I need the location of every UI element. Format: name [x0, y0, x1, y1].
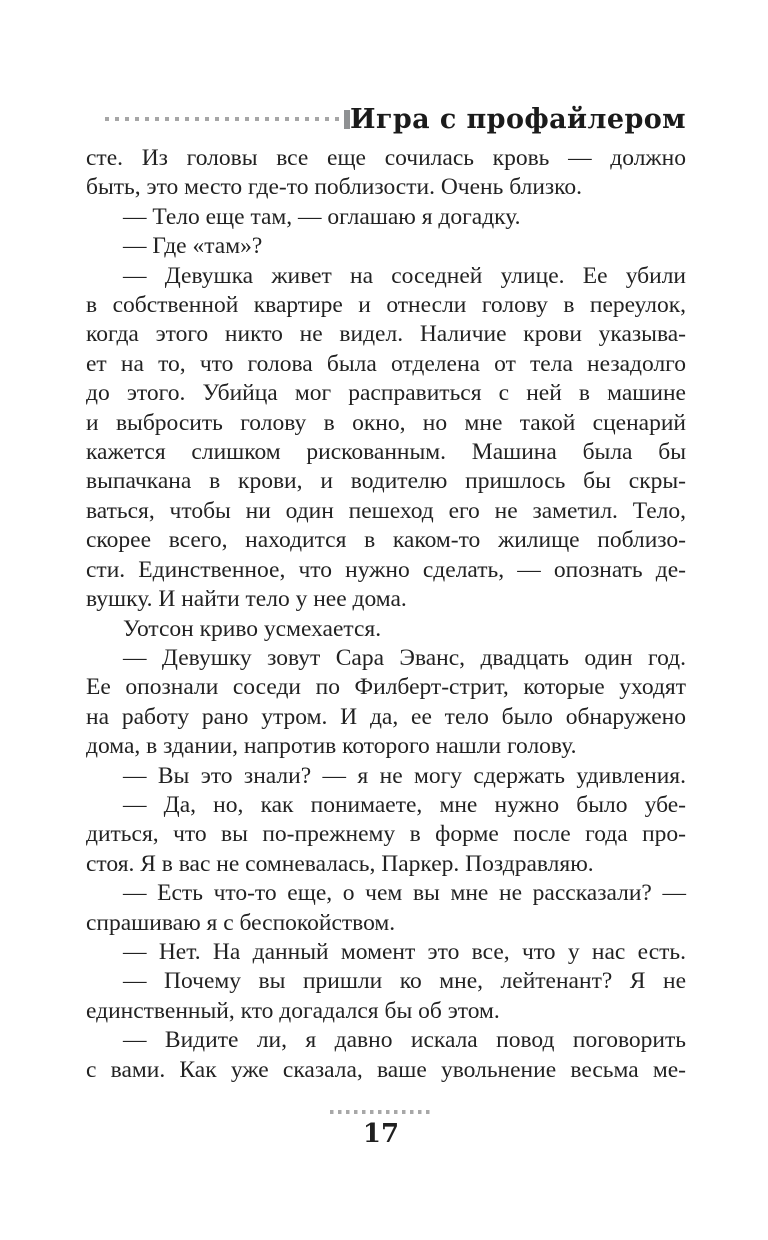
text-line: вушку. И найти тело у нее дома. — [86, 586, 407, 613]
text-line: на работу рано утром. И да, ее тело было обнаружено — [86, 703, 686, 730]
text-line: — Где «там»? — [123, 233, 263, 260]
text-line: спрашиваю я с беспокойством. — [86, 909, 396, 936]
text-line: сти. Единственное, что нужно сделать, — опознать де- — [86, 556, 686, 583]
text-line: — Есть что-то еще, о чем вы мне не рассказали? — — [123, 880, 686, 907]
running-header — [105, 102, 686, 136]
chapter-title: Игра с профайлером — [350, 103, 686, 135]
text-line: Уотсон криво усмехается. — [123, 615, 382, 642]
text-line: с вами. Как уже сказала, ваше увольнение весьма ме- — [86, 1056, 686, 1083]
text-line: — Тело еще там, — оглашаю я догадку. — [123, 203, 521, 230]
body-text — [86, 144, 686, 1085]
text-line: Ее опознали соседи по Филберт-стрит, которые уходят — [86, 674, 686, 701]
text-line: — Вы это знали? — я не могу сдержать удивления. — [123, 762, 686, 789]
text-line: до этого. Убийца мог расправиться с ней в машине — [86, 380, 686, 407]
text-line: — Девушку зовут Сара Эванс, двадцать один год. — [123, 644, 686, 671]
text-line: сте. Из головы все еще сочилась кровь — должно — [86, 145, 686, 171]
text-line: быть, это место где-то поблизости. Очень близко. — [86, 174, 583, 201]
text-line: выпачкана в крови, и водителю пришлось бы скры- — [86, 468, 686, 495]
text-line: в собственной квартире и отнесли голову в переулок, — [86, 292, 686, 319]
text-line: стоя. Я в вас не сомневалась, Паркер. Поздравляю. — [86, 850, 594, 877]
footer-dotted-ornament — [330, 1110, 432, 1114]
text-line: — Да, но, как понимаете, мне нужно было убе- — [123, 791, 686, 818]
text-line: ет на то, что голова была отделена от тела незадолго — [86, 350, 686, 377]
header-dotted-rule — [105, 117, 341, 121]
text-line: единственный, кто догадался бы об этом. — [86, 997, 500, 1024]
text-line: и выбросить голову в окно, но мне такой сценарий — [86, 409, 686, 436]
page-number: 17 — [362, 1119, 400, 1149]
text-line: — Почему вы пришли ко мне, лейтенант? Я не — [123, 968, 686, 995]
text-line: — Девушка живет на соседней улице. Ее убили — [123, 262, 686, 289]
text-line: кажется слишком рискованным. Машина была бы — [86, 439, 686, 466]
text-line: дома, в здании, напротив которого нашли голову. — [86, 733, 577, 760]
text-line: когда этого никто не видел. Наличие крови указыва- — [86, 321, 686, 348]
text-line: — Нет. На данный момент это все, что у нас есть. — [123, 938, 686, 965]
text-line: скорее всего, находится в каком-то жилище поблизо- — [86, 527, 686, 554]
text-line: ваться, чтобы ни один пешеход его не заметил. Тело, — [86, 497, 686, 524]
text-line: — Видите ли, я давно искала повод поговорить — [123, 1027, 686, 1054]
text-line: диться, что вы по-прежнему в форме после года про- — [86, 821, 686, 848]
